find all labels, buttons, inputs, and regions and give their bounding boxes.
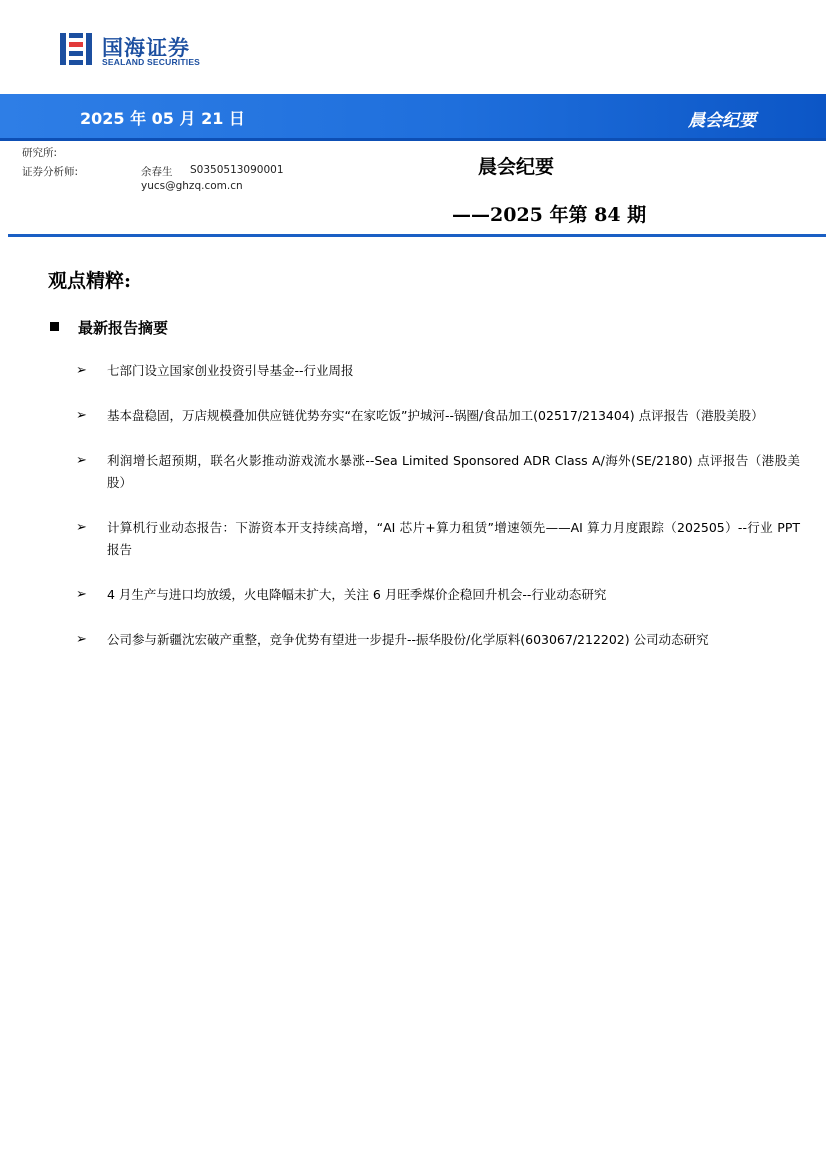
document-issue: ——2025 年第 84 期 (452, 204, 647, 226)
analyst-name: 余春生 (141, 166, 173, 178)
arrow-bullet-icon: ➢ (76, 520, 87, 535)
list-item (76, 405, 800, 427)
list-item (76, 584, 800, 606)
subsection-title: 最新报告摘要 (78, 319, 169, 337)
logo-english-name: SEALAND SECURITIES (102, 57, 201, 67)
analyst-label: 证券分析师: (22, 166, 79, 178)
report-summary: 基本盘稳固，万店规模叠加供应链优势夯实“在家吃饭”护城河--锅圈/食品加工(02517/213404) 点评报告（港股美股） (107, 408, 764, 423)
report-summary: 计算机行业动态报告：下游资本开支持续高增，“AI 芯片+算力租赁”增速领先——AI 算力月度跟踪（202505）--行业 PPT 报告 (107, 520, 800, 557)
sealand-logo-icon (58, 30, 96, 68)
arrow-bullet-icon: ➢ (76, 587, 87, 602)
square-bullet-icon (50, 322, 59, 331)
header-separator (8, 234, 826, 237)
banner-underline (0, 138, 826, 141)
report-summary: 4 月生产与进口均放缓，火电降幅未扩大，关注 6 月旺季煤价企稳回升机会--行业动态研究 (107, 587, 607, 602)
header-banner (0, 94, 826, 138)
report-summary: 利润增长超预期，联名火影推动游戏流水暴涨--Sea Limited Sponsored ADR Class A/海外(SE/2180) 点评报告（港股美股） (107, 453, 800, 490)
analyst-certificate: S0350513090001 (190, 164, 284, 176)
report-date: 2025 年 05 月 21 日 (80, 109, 245, 128)
report-category: 晨会纪要 (688, 111, 756, 131)
list-item (76, 629, 800, 651)
analyst-email: yucs@ghzq.com.cn (141, 180, 243, 192)
report-list (76, 360, 800, 674)
report-summary: 七部门设立国家创业投资引导基金--行业周报 (107, 363, 354, 378)
company-logo (58, 30, 218, 72)
arrow-bullet-icon: ➢ (76, 632, 87, 647)
document-title: 晨会纪要 (478, 156, 555, 178)
list-item (76, 450, 800, 494)
arrow-bullet-icon: ➢ (76, 408, 87, 423)
list-item (76, 517, 800, 561)
arrow-bullet-icon: ➢ (76, 453, 87, 468)
logo-chinese-name: 国海证券 (102, 36, 190, 60)
report-summary: 公司参与新疆沈宏破产重整，竞争优势有望进一步提升--振华股份/化学原料(603067/212202) 公司动态研究 (107, 632, 709, 647)
arrow-bullet-icon: ➢ (76, 363, 87, 378)
list-item (76, 360, 800, 382)
section-title: 观点精粹: (48, 270, 132, 292)
institute-label: 研究所: (22, 147, 58, 159)
